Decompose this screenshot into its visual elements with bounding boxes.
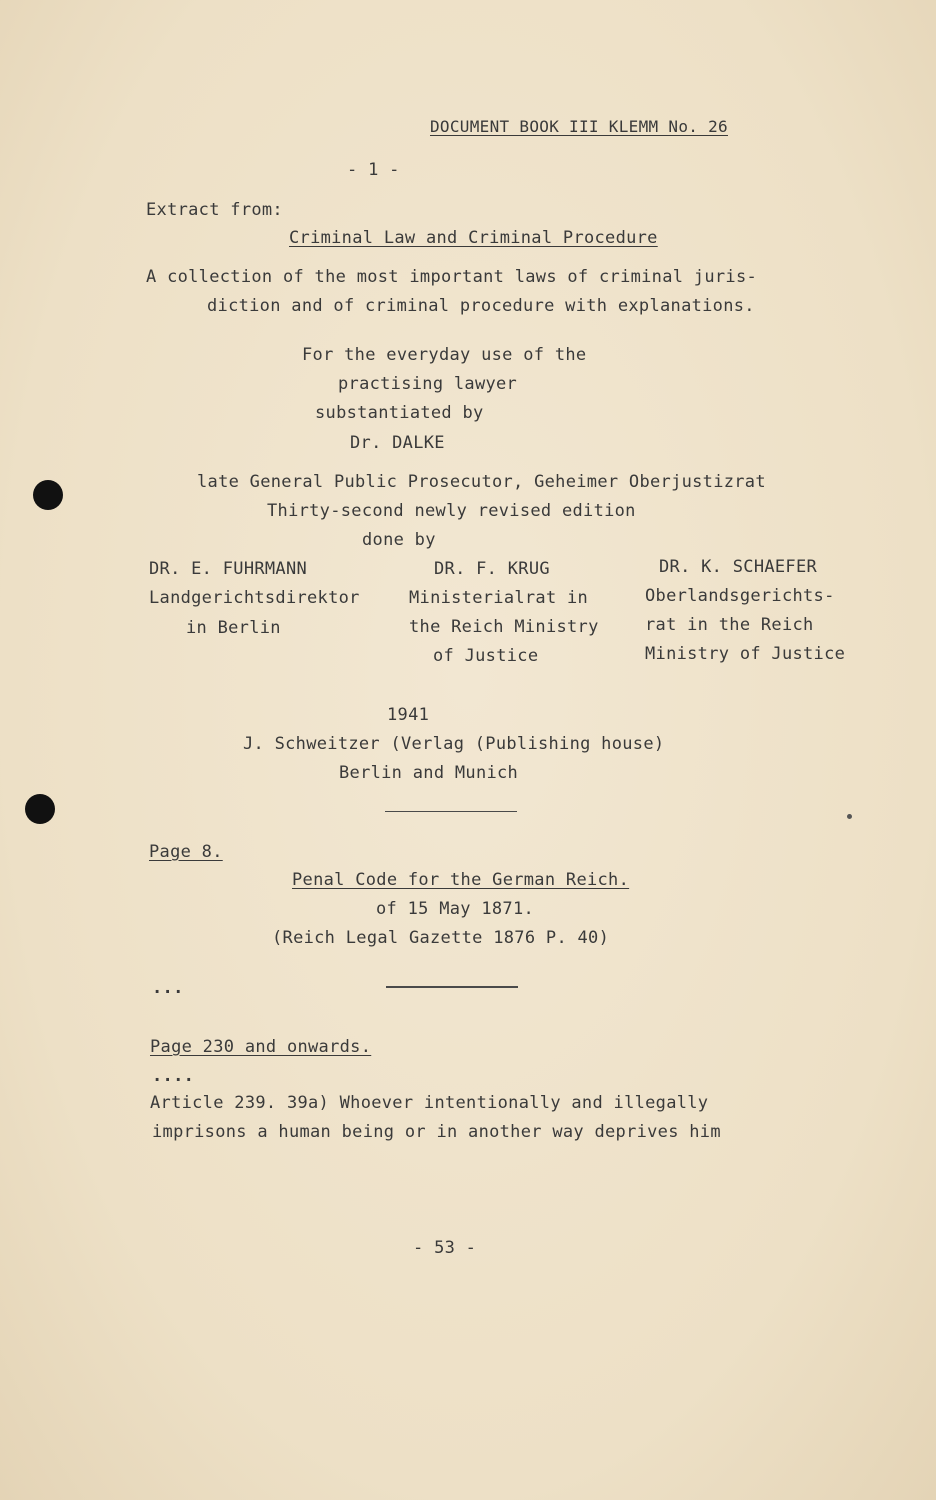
- punch-hole-top: [33, 480, 63, 510]
- editor-3-line-1: Oberlandsgerichts-: [645, 586, 835, 606]
- editor-3-name: DR. K. SCHAEFER: [659, 557, 818, 577]
- extract-intro: Extract from:: [146, 200, 283, 220]
- publication-place: Berlin and Munich: [339, 763, 519, 783]
- author-title: late General Public Prosecutor, Geheimer Oberjustizrat: [197, 472, 766, 492]
- section-1-gazette: (Reich Legal Gazette 1876 P. 40): [272, 928, 610, 948]
- editor-3-line-2: rat in the Reich: [645, 615, 814, 635]
- ink-speck: [847, 814, 852, 819]
- page-marker: - 1 -: [347, 160, 400, 180]
- section-2-page-ref: Page 230 and onwards.: [150, 1037, 372, 1057]
- editor-2-line-2: the Reich Ministry: [409, 617, 599, 637]
- section-1-date: of 15 May 1871.: [376, 899, 535, 919]
- section-1-ellipsis: ...: [152, 978, 184, 998]
- author-name: Dr. DALKE: [350, 433, 445, 453]
- document-reference: DOCUMENT BOOK III KLEMM No. 26: [430, 117, 728, 136]
- editor-1-line-2: in Berlin: [186, 618, 281, 638]
- article-line-1: Article 239. 39a) Whoever intentionally and illegally: [150, 1093, 709, 1113]
- punch-hole-bottom: [25, 794, 55, 824]
- editor-2-line-1: Ministerialrat in: [409, 588, 589, 608]
- use-line-2: practising lawyer: [338, 374, 518, 394]
- editor-3-line-3: Ministry of Justice: [645, 644, 846, 664]
- use-line-1: For the everyday use of the: [302, 345, 587, 365]
- edition: Thirty-second newly revised edition: [267, 501, 636, 521]
- publication-year: 1941: [387, 705, 430, 725]
- publisher: J. Schweitzer (Verlag (Publishing house): [243, 734, 665, 754]
- description-line-2: diction and of criminal procedure with explanations.: [207, 296, 755, 316]
- article-line-2: imprisons a human being or in another way deprives him: [152, 1122, 721, 1142]
- section-1-title: Penal Code for the German Reich.: [292, 870, 630, 890]
- done-by: done by: [362, 530, 436, 550]
- use-line-3: substantiated by: [315, 403, 484, 423]
- separator-rule-2: [386, 986, 518, 988]
- editor-2-line-3: of Justice: [433, 646, 539, 666]
- editor-1-name: DR. E. FUHRMANN: [149, 559, 308, 579]
- section-2-ellipsis: ....: [152, 1066, 195, 1086]
- editor-1-line-1: Landgerichtsdirektor: [149, 588, 360, 608]
- editor-2-name: DR. F. KRUG: [434, 559, 550, 579]
- footer-page-number: - 53 -: [413, 1238, 477, 1258]
- section-1-page-ref: Page 8.: [149, 842, 223, 862]
- book-title: Criminal Law and Criminal Procedure: [289, 228, 658, 248]
- separator-rule-1: [385, 811, 517, 812]
- description-line-1: A collection of the most important laws of criminal juris-: [146, 267, 758, 287]
